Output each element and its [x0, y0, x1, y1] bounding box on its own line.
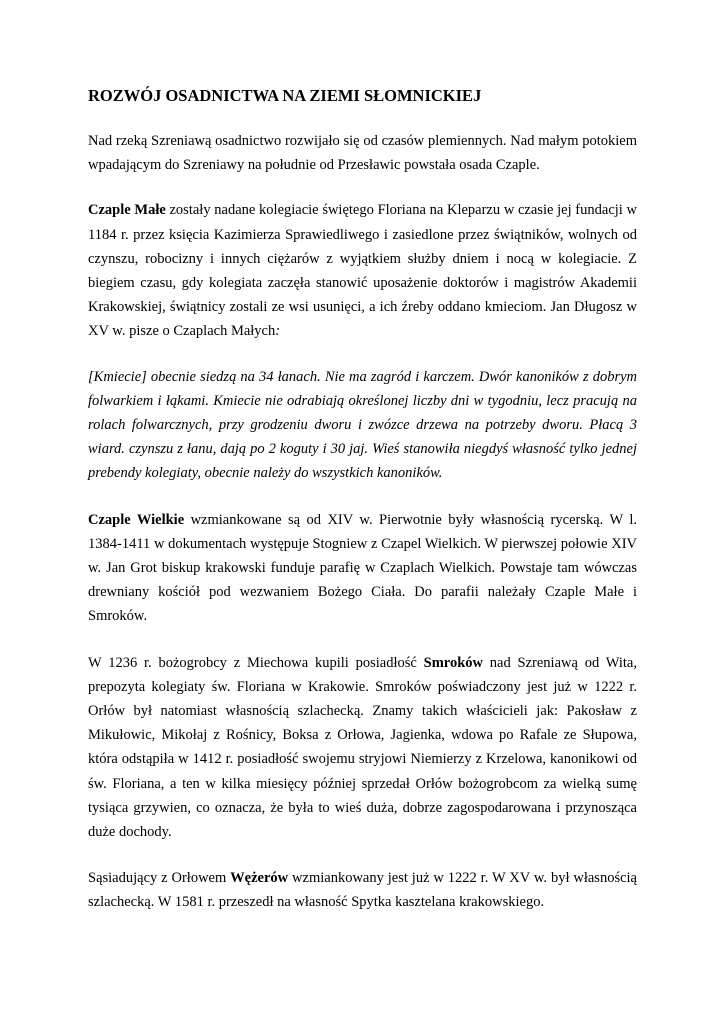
wezerow-text-before: Sąsiadujący z Orłowem	[88, 870, 231, 887]
document-page	[88, 84, 637, 915]
czaple-male-text: zostały nadane kolegiacie świętego Floriana na Kleparzu w czasie jej fundacji w 1184 r. przez księcia Kazimierza Sprawiedliwego i zasiedlone przez świątników, wolnych od czynszu, robocizny i innych ciężarów z wyjątkiem służby dniem i nocą w kolegiacie. Z biegiem czasu, gdy kolegiata zaczęła stanowić uposażenie doktorów i magistrów Akademii Krakowskiej, świątnicy zostali ze wsi usunięci, a ich źreby oddano kmieciom. Jan Długosz w XV w. pisze o Czaplach Małych	[88, 202, 637, 340]
czaple-male-name: Czaple Małe	[88, 202, 166, 219]
wezerow-name: Wężerów	[230, 870, 289, 887]
czaple-wielkie-name: Czaple Wielkie	[88, 511, 185, 528]
czaple-male-colon: :	[275, 323, 281, 340]
wezerow-text-after: wzmiankowany jest już w 1222 r. W XV w. był własnością szlachecką. W 1581 r. przeszedł na własność Spytka kasztelana krakowskiego.	[88, 870, 637, 911]
document-title: ROZWÓJ OSADNICTWA NA ZIEMI SŁOMNICKIEJ	[88, 86, 482, 105]
wezerow-paragraph	[88, 866, 637, 914]
czaple-wielkie-paragraph	[88, 508, 637, 629]
smrokow-name: Smroków	[423, 654, 483, 671]
intro-paragraph: Nad rzeką Szreniawą osadnictwo rozwijało się od czasów plemiennych. Nad małym potokiem wpadającym do Szreniawy na południe od Przesławic powstała osada Czaple.	[88, 133, 637, 174]
dlugosz-quote: [Kmiecie] obecnie siedzą na 34 łanach. Nie ma zagród i karczem. Dwór kanoników z dobrym folwarkiem i łąkami. Kmiecie nie odrabiają określonej liczby dni w tygodniu, lecz pracują na rolach folwarcznych, przy grodzeniu dworu i zwózce drzewa na potrzeby dworu. Płacą 3 wiard. czynszu z łanu, dają po 2 koguty i 30 jaj. Wieś stanowiła niegdyś własność tylko jednej prebendy kolegiaty, obecnie należy do wszystkich kanoników.	[88, 368, 637, 482]
czaple-male-paragraph	[88, 198, 637, 343]
smrokow-text-before: W 1236 r. bożogrobcy z Miechowa kupili posiadłość	[88, 654, 424, 671]
czaple-wielkie-text: wzmiankowane są od XIV w. Pierwotnie były własnością rycerską. W l. 1384-1411 w dokumentach występuje Stogniew z Czapel Wielkich. W pierwszej połowie XIV w. Jan Grot biskup krakowski funduje parafię w Czaplach Wielkich. Powstaje tam wówczas drewniany kościół pod wezwaniem Bożego Ciała. Do parafii należały Czaple Małe i Smroków.	[88, 511, 637, 625]
smrokow-paragraph	[88, 651, 637, 845]
smrokow-text-after: nad Szreniawą od Wita, prepozyta kolegiaty św. Floriana w Krakowie. Smroków poświadczony jest już w 1222 r. Orłów był natomiast własnością szlachecką. Znamy takich właścicieli jak: Pakosław z Mikułowic, Mikołaj z Rośnicy, Boksa z Orłowa, Jagienka, wdowa po Rafale ze Słupowa, która odstąpiła w 1412 r. posiadłość swojemu stryjowi Niemierzy z Krzelowa, kanonikowi od św. Floriana, a ten w kilka miesięcy później sprzedał Orłów bożogrobcom za wielką sumę tysiąca grzywien, co oznacza, że była to wieś duża, dobrze zagospodarowana i przynosząca duże dochody.	[88, 654, 637, 841]
